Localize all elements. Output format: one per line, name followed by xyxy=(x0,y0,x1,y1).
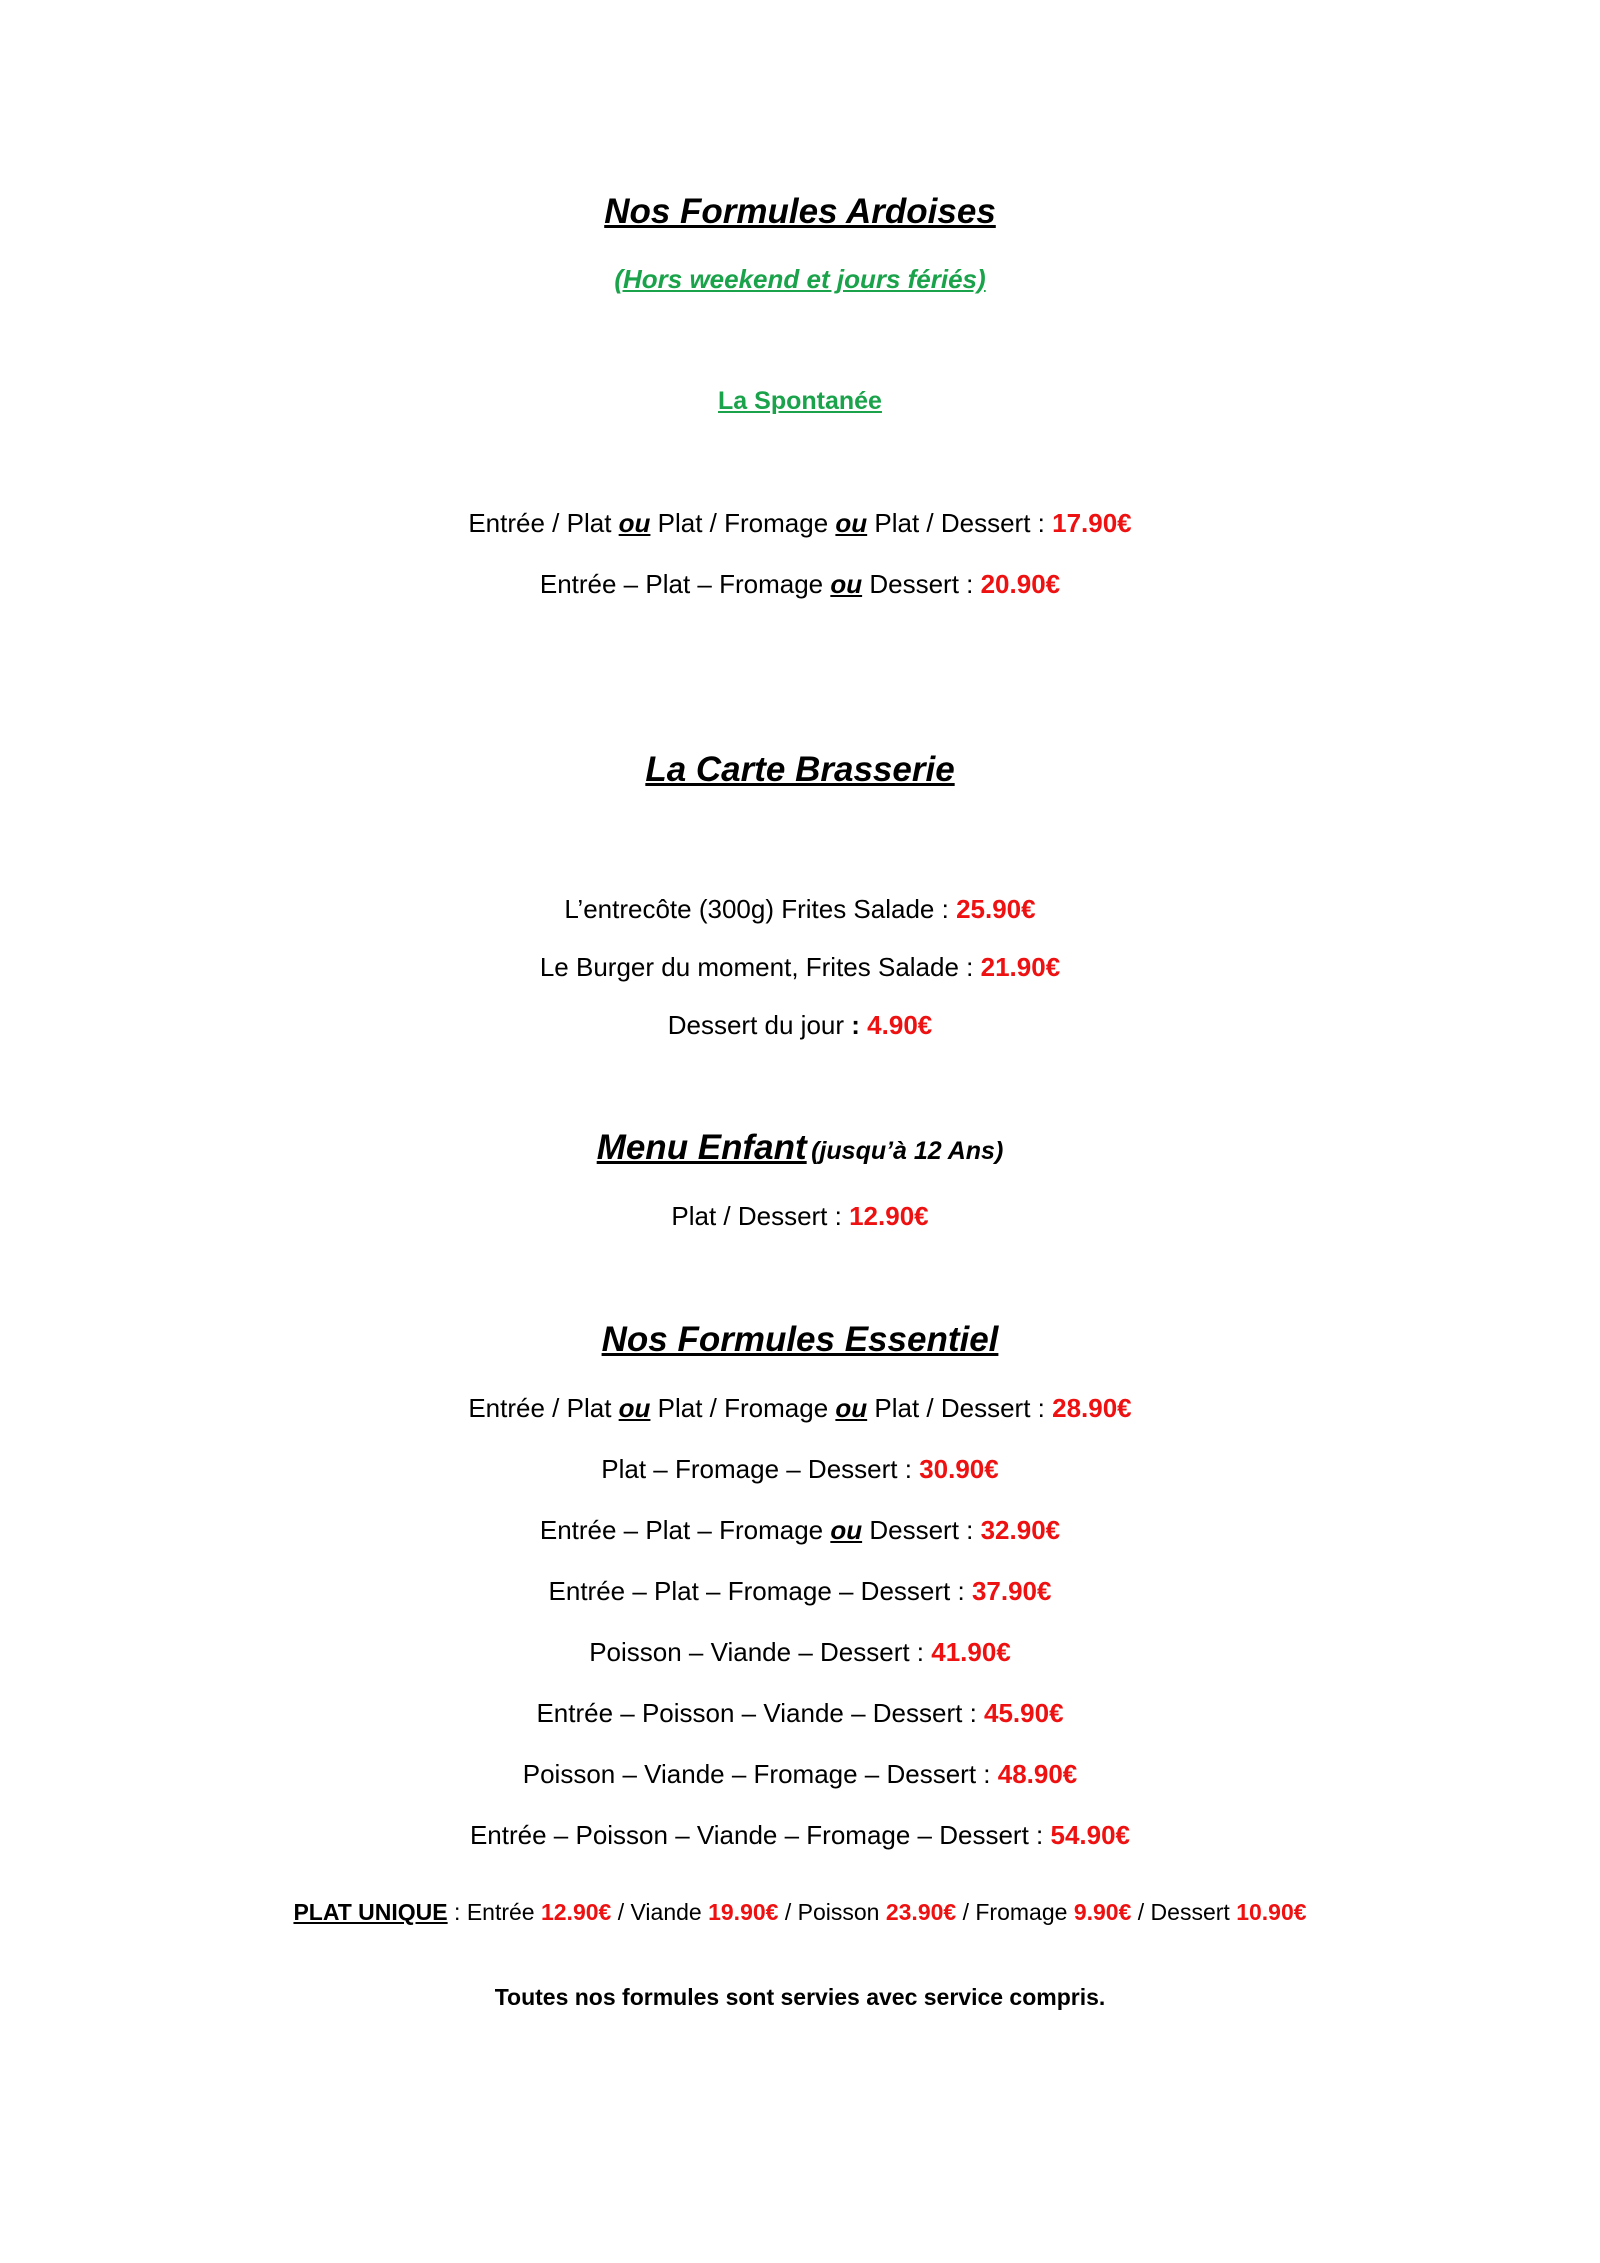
price: 45.90€ xyxy=(984,1698,1064,1728)
ardoise-line-1: Entrée / Plat ou Plat / Fromage ou Plat / Dessert : 17.90€ xyxy=(468,508,1132,538)
plat-unique-line: PLAT UNIQUE : Entrée 12.90€ / Viande 19.90€ / Poisson 23.90€ / Fromage 9.90€ / Dessert 10.90€ xyxy=(293,1899,1307,1925)
price: 4.90€ xyxy=(867,1010,933,1040)
price: 12.90€ xyxy=(540,1899,612,1925)
essentiel-line: Plat – Fromage – Dessert : 30.90€ xyxy=(601,1454,999,1484)
price: 9.90€ xyxy=(1073,1899,1132,1925)
price: 17.90€ xyxy=(1052,508,1132,538)
price: 19.90€ xyxy=(708,1899,779,1925)
essentiel-line: Entrée / Plat ou Plat / Fromage ou Plat / Dessert : 28.90€ xyxy=(468,1393,1132,1423)
brasserie-item: Le Burger du moment, Frites Salade : 21.90€ xyxy=(539,952,1061,982)
price: 20.90€ xyxy=(980,569,1061,599)
brasserie-item: Dessert du jour : 4.90€ xyxy=(667,1010,933,1040)
price: 12.90€ xyxy=(849,1201,929,1231)
essentiel-line: Entrée – Plat – Fromage – Dessert : 37.90€ xyxy=(548,1576,1052,1606)
price: 23.90€ xyxy=(885,1899,957,1925)
essentiel-line: Poisson – Viande – Fromage – Dessert : 48.90€ xyxy=(522,1759,1078,1789)
price: 32.90€ xyxy=(980,1515,1061,1545)
price: 48.90€ xyxy=(997,1759,1078,1789)
essentiel-line: Entrée – Poisson – Viande – Fromage – Dessert : 54.90€ xyxy=(469,1820,1131,1850)
essentiel-line: Entrée – Plat – Fromage ou Dessert : 32.90€ xyxy=(539,1515,1061,1545)
footer-note: Toutes nos formules sont servies avec service compris. xyxy=(494,1984,1106,2010)
price: 21.90€ xyxy=(980,952,1061,982)
essentiel-line: Poisson – Viande – Dessert : 41.90€ xyxy=(589,1637,1011,1667)
essentiel-title: Nos Formules Essentiel xyxy=(601,1320,999,1359)
brasserie-title: La Carte Brasserie xyxy=(645,750,955,789)
price: 37.90€ xyxy=(971,1576,1052,1606)
price: 25.90€ xyxy=(956,894,1036,924)
spontanee-title: La Spontanée xyxy=(718,387,882,415)
ardoises-title: Nos Formules Ardoises xyxy=(604,192,996,231)
enfant-title: Menu Enfant (jusqu’à 12 Ans) xyxy=(596,1128,1004,1167)
price: 10.90€ xyxy=(1236,1899,1307,1925)
essentiel-line: Entrée – Poisson – Viande – Dessert : 45.90€ xyxy=(536,1698,1064,1728)
price: 30.90€ xyxy=(919,1454,999,1484)
price: 54.90€ xyxy=(1050,1820,1131,1850)
price: 28.90€ xyxy=(1052,1393,1132,1423)
brasserie-item: L’entrecôte (300g) Frites Salade : 25.90€ xyxy=(564,894,1036,924)
ardoise-line-2: Entrée – Plat – Fromage ou Dessert : 20.90€ xyxy=(539,569,1061,599)
price: 41.90€ xyxy=(931,1637,1011,1667)
enfant-line: Plat / Dessert : 12.90€ xyxy=(671,1201,929,1231)
ardoises-subtitle: (Hors weekend et jours fériés) xyxy=(614,264,986,294)
